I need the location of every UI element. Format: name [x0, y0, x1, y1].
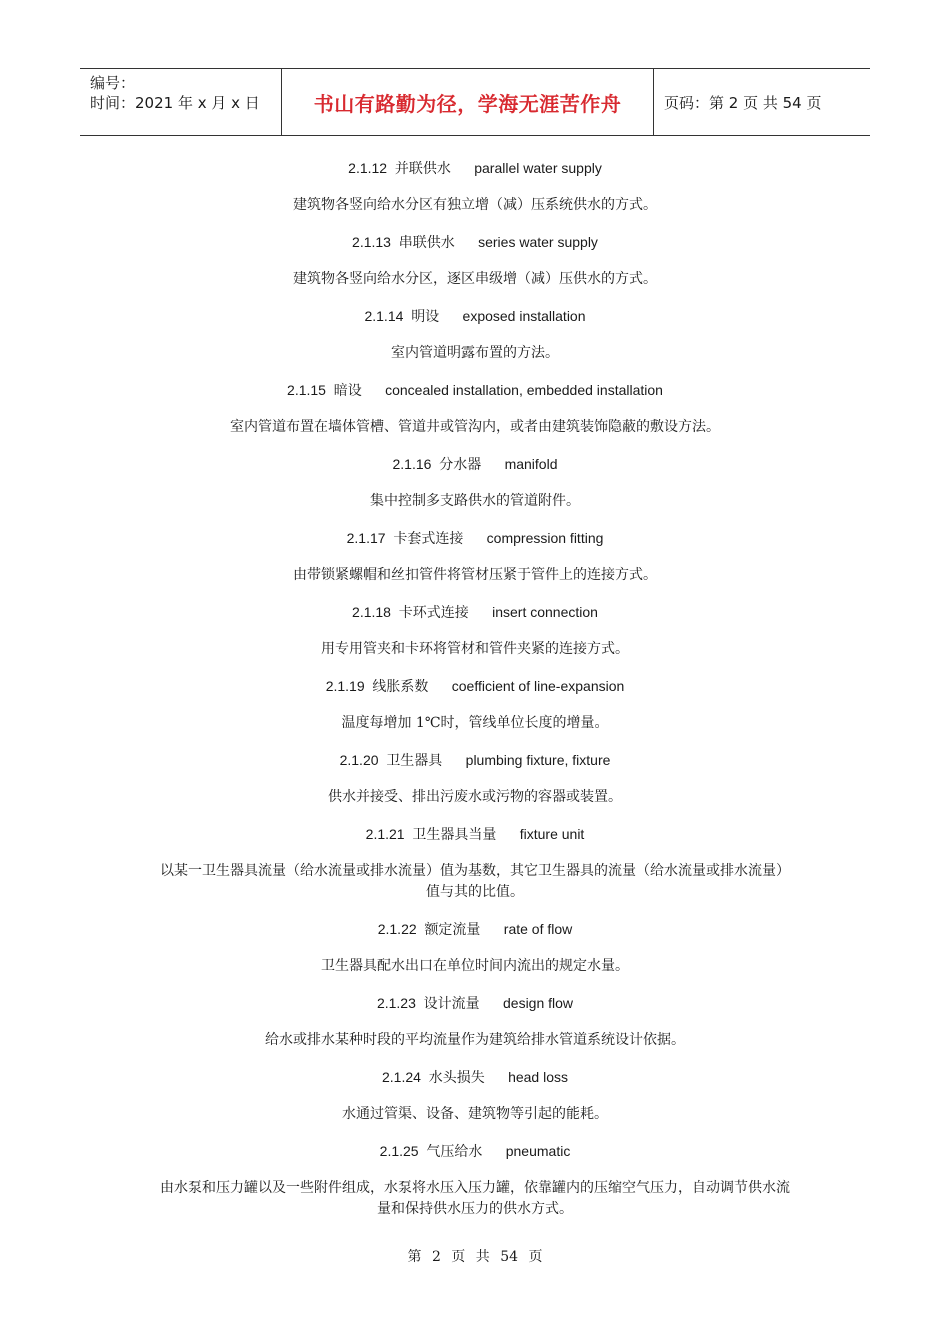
term-definition: 室内管道布置在墙体管槽、管道井或管沟内，或者由建筑装饰隐蔽的敷设方法。: [230, 419, 720, 435]
term-heading: [0, 993, 950, 1014]
header-page-number: 页码：第 2 页 共 54 页: [664, 93, 822, 112]
header-meta: [80, 69, 282, 135]
term-definition: 建筑物各竖向给水分区有独立增（减）压系统供水的方式。: [293, 197, 657, 213]
term-definition: 卫生器具配水出口在单位时间内流出的规定水量。: [321, 958, 629, 974]
term-chinese: 额定流量: [424, 922, 481, 938]
page-header: [80, 68, 870, 136]
term-english: insert connection: [492, 604, 598, 620]
term-chinese: 卫生器具当量: [412, 827, 497, 843]
term-code: 2.1.23: [376, 995, 416, 1011]
document-number-label: 编号：: [90, 74, 136, 92]
term-code: 2.1.22: [377, 921, 417, 937]
term-definition: 由水泵和压力罐以及一些附件组成，水泵将水压入压力罐，依靠罐内的压缩空气压力，自动调节供水流量和保持供水压力的供水方式。: [160, 1180, 790, 1217]
term-english: concealed installation, embedded installation: [385, 382, 663, 398]
term-heading: [0, 676, 950, 697]
term-chinese: 水头损失: [428, 1070, 485, 1086]
term-code: 2.1.18: [352, 604, 391, 620]
term-chinese: 卫生器具: [386, 753, 443, 769]
term-english: plumbing fixture, fixture: [465, 752, 611, 768]
term-definition: 以某一卫生器具流量（给水流量或排水流量）值为基数，其它卫生器具的流量（给水流量或排水流量）值与其的比值。: [160, 863, 790, 900]
term-heading: [0, 750, 950, 771]
term-code: 2.1.16: [392, 456, 432, 472]
term-english: exposed installation: [462, 308, 586, 324]
term-code: 2.1.15: [287, 382, 326, 398]
term-english: parallel water supply: [474, 160, 602, 176]
term-english: coefficient of line-expansion: [451, 678, 625, 694]
document-time-label: 时间：2021 年 x 月 x 日: [90, 94, 260, 112]
term-heading: [0, 306, 950, 327]
term-heading: [0, 602, 950, 623]
term-code: 2.1.13: [352, 234, 391, 250]
term-definition: 供水并接受、排出污废水或污物的容器或装置。: [328, 789, 622, 805]
term-code: 2.1.24: [382, 1069, 421, 1085]
term-chinese: 明设: [411, 309, 440, 325]
term-heading: [0, 1067, 950, 1088]
term-code: 2.1.21: [365, 826, 405, 842]
term-heading: [0, 232, 950, 253]
term-english: manifold: [504, 456, 558, 472]
term-english: rate of flow: [503, 921, 573, 937]
term-heading: [0, 528, 950, 549]
term-chinese: 暗设: [333, 383, 362, 399]
term-chinese: 分水器: [439, 457, 482, 473]
term-heading: [0, 824, 950, 845]
term-english: series water supply: [478, 234, 598, 250]
term-heading: [0, 919, 950, 940]
term-code: 2.1.20: [339, 752, 379, 768]
term-english: design flow: [503, 995, 574, 1011]
term-definition: 水通过管渠、设备、建筑物等引起的能耗。: [342, 1106, 608, 1122]
term-code: 2.1.14: [364, 308, 404, 324]
glossary-body: [0, 158, 950, 1236]
term-heading: [0, 158, 950, 179]
term-chinese: 气压给水: [426, 1144, 483, 1160]
term-english: fixture unit: [519, 826, 585, 842]
term-definition: 建筑物各竖向给水分区，逐区串级增（减）压供水的方式。: [293, 271, 657, 287]
term-chinese: 并联供水: [394, 161, 451, 177]
term-code: 2.1.17: [346, 530, 386, 546]
term-definition: 室内管道明露布置的方法。: [391, 345, 559, 361]
term-english: compression fitting: [486, 530, 604, 546]
term-definition: 由带锁紧螺帽和丝扣管件将管材压紧于管件上的连接方式。: [293, 567, 657, 583]
term-chinese: 线胀系数: [372, 679, 429, 695]
term-heading: [0, 1141, 950, 1162]
term-english: pneumatic: [505, 1143, 571, 1159]
term-code: 2.1.25: [379, 1143, 419, 1159]
term-chinese: 串联供水: [398, 235, 455, 251]
term-definition: 集中控制多支路供水的管道附件。: [370, 493, 580, 509]
term-chinese: 卡环式连接: [398, 605, 469, 621]
term-heading: [0, 380, 950, 401]
term-chinese: 卡套式连接: [393, 531, 464, 547]
term-definition: 给水或排水某种时段的平均流量作为建筑给排水管道系统设计依据。: [265, 1032, 685, 1048]
term-chinese: 设计流量: [423, 996, 480, 1012]
header-motto: 书山有路勤为径，学海无涯苦作舟: [282, 69, 654, 135]
term-heading: [0, 454, 950, 475]
term-definition: 用专用管夹和卡环将管材和管件夹紧的连接方式。: [321, 641, 629, 657]
term-definition: 温度每增加 1℃时，管线单位长度的增量。: [341, 715, 609, 731]
term-english: head loss: [508, 1069, 568, 1085]
page-footer: 第 2 页 共 54 页: [407, 1249, 543, 1265]
term-code: 2.1.19: [325, 678, 365, 694]
term-code: 2.1.12: [348, 160, 388, 176]
